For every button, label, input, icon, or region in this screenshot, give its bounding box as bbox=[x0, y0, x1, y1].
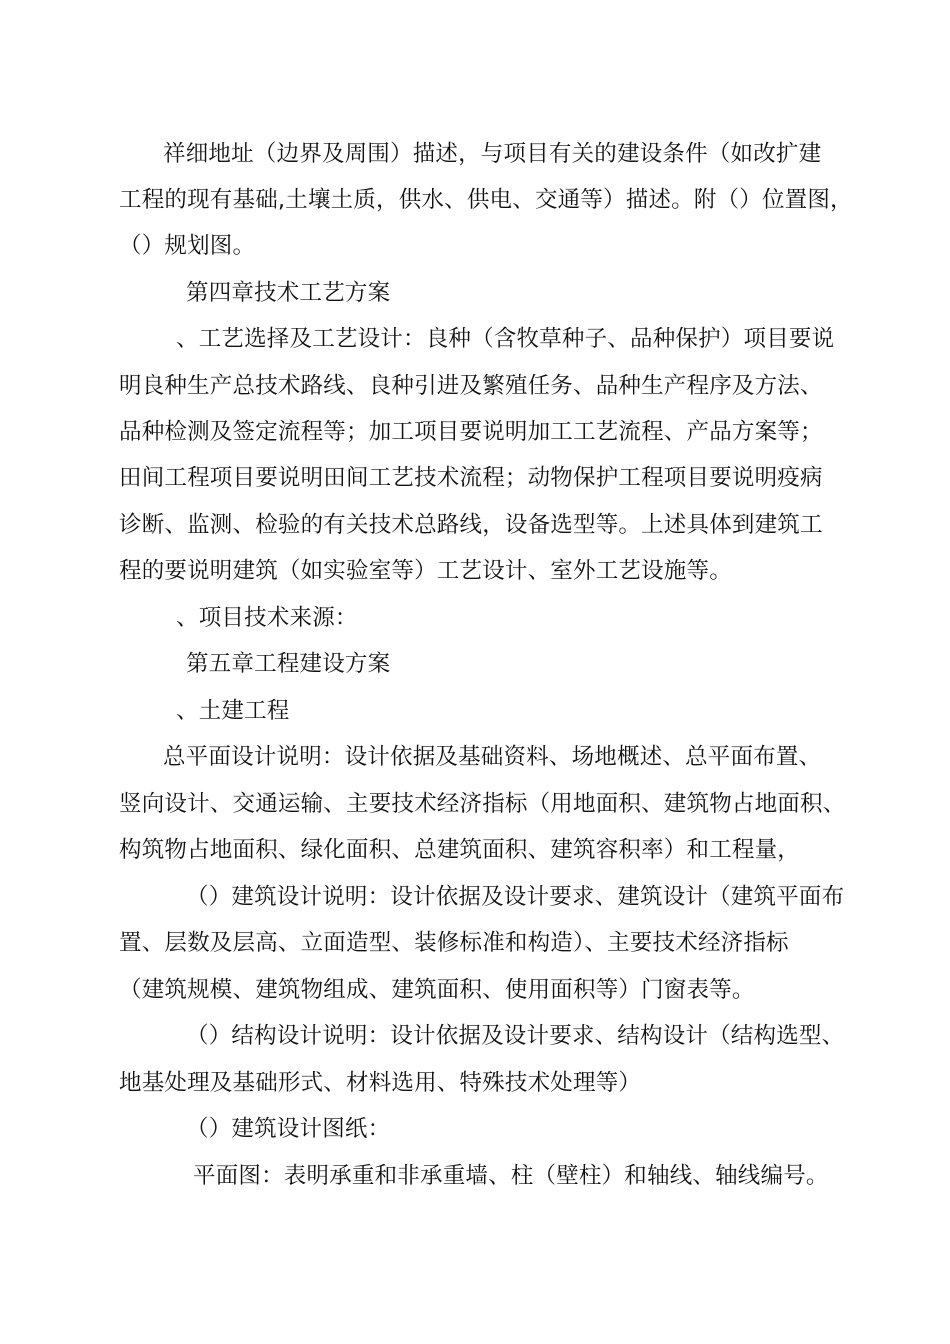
paragraph-line: （）规划图。 bbox=[119, 233, 256, 259]
paragraph-line: 祥细地址（边界及周围）描述，与项目有关的建设条件（如改扩建 bbox=[163, 141, 822, 167]
paragraph-line: （）建筑设计说明：设计依据及设计要求、建筑设计（建筑平面布 bbox=[186, 884, 845, 910]
paragraph-line: 竖向设计、交通运输、主要技术经济指标（用地面积、建筑物占地面积、 bbox=[119, 791, 846, 817]
section-heading: 、土建工程 bbox=[176, 698, 290, 724]
paragraph-line: 、工艺选择及工艺设计：良种（含牧草种子、品种保护）项目要说 bbox=[176, 326, 835, 352]
paragraph-line: 地基处理及基础形式、材料选用、特殊技术处理等） bbox=[119, 1070, 642, 1096]
paragraph-line: 品种检测及签定流程等；加工项目要说明加工工艺流程、产品方案等； bbox=[119, 419, 823, 445]
chapter-heading: 第五章工程建设方案 bbox=[186, 651, 391, 677]
paragraph-line: 诊断、监测、检验的有关技术总路线，设备选型等。上述具体到建筑工 bbox=[119, 512, 823, 538]
paragraph-line: （建筑规模、建筑物组成、建筑面积、使用面积等）门窗表等。 bbox=[119, 977, 755, 1003]
paragraph-line: 平面图：表明承重和非承重墙、柱（壁柱）和轴线、轴线编号。 bbox=[193, 1163, 829, 1189]
chapter-heading: 第四章技术工艺方案 bbox=[186, 280, 391, 306]
paragraph-line: 程的要说明建筑（如实验室等）工艺设计、室外工艺设施等。 bbox=[119, 558, 732, 584]
paragraph-line: （）建筑设计图纸： bbox=[186, 1116, 391, 1142]
paragraph-line: 、项目技术来源： bbox=[176, 605, 358, 631]
paragraph-line: 构筑物占地面积、绿化面积、总建筑面积、建筑容积率）和工程量， bbox=[119, 837, 801, 863]
paragraph-line: 总平面设计说明：设计依据及基础资料、场地概述、总平面布置、 bbox=[163, 744, 822, 770]
paragraph-line: 工程的现有基础,土壤土质，供水、供电、交通等）描述。附（）位置图， bbox=[119, 187, 853, 213]
paragraph-line: 明良种生产总技术路线、良种引进及繁殖任务、品种生产程序及方法、 bbox=[119, 373, 823, 399]
paragraph-line: 置、层数及层高、立面造型、装修标准和构造）、主要技术经济指标 bbox=[119, 930, 789, 956]
paragraph-line: 田间工程项目要说明田间工艺技术流程；动物保护工程项目要说明疫病 bbox=[119, 465, 823, 491]
paragraph-line: （）结构设计说明：设计依据及设计要求、结构设计（结构选型、 bbox=[186, 1023, 845, 1049]
